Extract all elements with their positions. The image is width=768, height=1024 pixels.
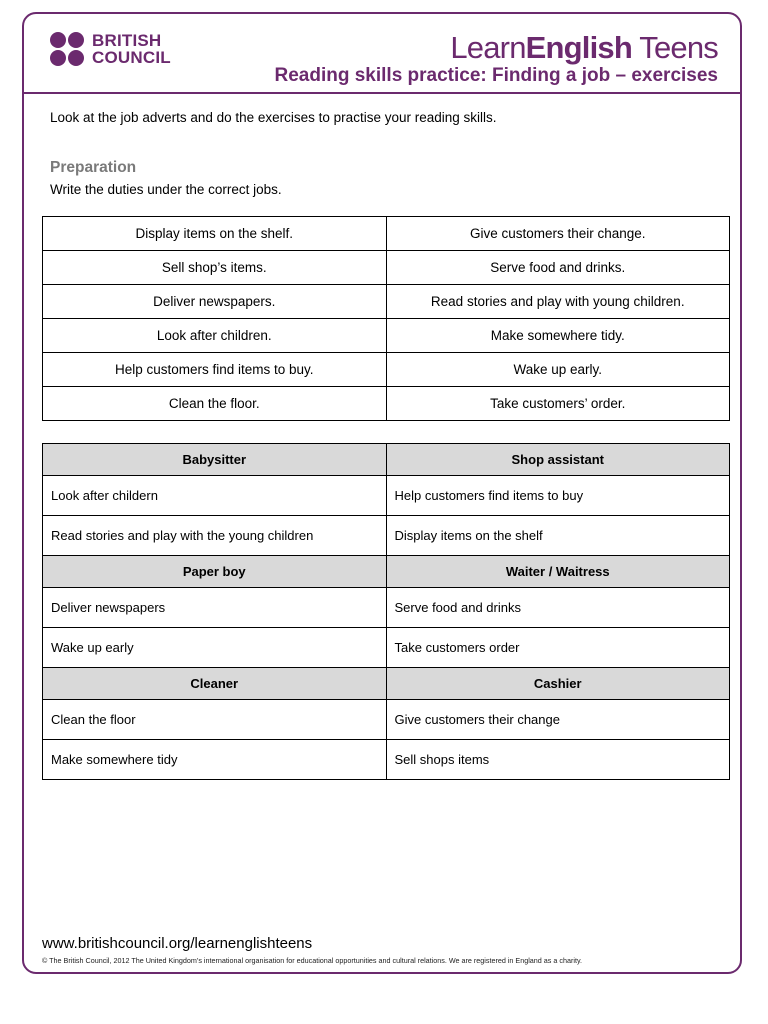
footer-copyright: © The British Council, 2012 The United Kingdom’s international organisation for educational opportunities and cultural relations. We are registered in England as a charity.: [42, 956, 583, 965]
duty-cell: Give customers their change.: [386, 217, 730, 251]
duty-cell: Deliver newspapers.: [43, 285, 387, 319]
brand-english: English: [525, 30, 633, 65]
duty-cell: Take customers’ order.: [386, 387, 730, 421]
logo-dots-icon: [50, 32, 86, 68]
answer-cell: Give customers their change: [386, 700, 730, 740]
table-row: [43, 476, 730, 516]
duty-cell: Help customers find items to buy.: [43, 353, 387, 387]
duties-table: [42, 216, 730, 421]
brand-learn: Learn: [450, 30, 526, 65]
job-header-row: [43, 668, 730, 700]
duty-cell: Serve food and drinks.: [386, 251, 730, 285]
duty-cell: Wake up early.: [386, 353, 730, 387]
duty-cell: Read stories and play with young children.: [386, 285, 730, 319]
duty-cell: Sell shop’s items.: [43, 251, 387, 285]
header-divider: [24, 92, 742, 94]
job-header-row: [43, 556, 730, 588]
table-row: [43, 387, 730, 421]
answer-cell: Read stories and play with the young children: [43, 516, 387, 556]
job-title-cell: Shop assistant: [386, 444, 730, 476]
job-title-cell: Babysitter: [43, 444, 387, 476]
logo-text-line2: COUNCIL: [92, 48, 171, 67]
job-header-row: [43, 444, 730, 476]
answer-cell: Help customers find items to buy: [386, 476, 730, 516]
duty-cell: Look after children.: [43, 319, 387, 353]
answer-cell: Clean the floor: [43, 700, 387, 740]
duty-cell: Display items on the shelf.: [43, 217, 387, 251]
answer-cell: Look after childern: [43, 476, 387, 516]
job-title-cell: Waiter / Waitress: [386, 556, 730, 588]
preparation-instruction: Write the duties under the correct jobs.: [50, 182, 282, 197]
table-row: [43, 588, 730, 628]
answer-cell: Wake up early: [43, 628, 387, 668]
duty-cell: Clean the floor.: [43, 387, 387, 421]
answer-cell: Make somewhere tidy: [43, 740, 387, 780]
table-row: [43, 700, 730, 740]
duty-cell: Make somewhere tidy.: [386, 319, 730, 353]
job-title-cell: Paper boy: [43, 556, 387, 588]
intro-text: Look at the job adverts and do the exercises to practise your reading skills.: [50, 110, 497, 125]
logo-text-line1: BRITISH: [92, 31, 162, 50]
answer-cell: Sell shops items: [386, 740, 730, 780]
brand-teens: Teens: [632, 30, 718, 65]
answer-cell: Display items on the shelf: [386, 516, 730, 556]
answer-cell: Serve food and drinks: [386, 588, 730, 628]
page-title: Reading skills practice: Finding a job – exercises: [274, 65, 718, 86]
preparation-heading: Preparation: [50, 159, 137, 176]
table-row: [43, 319, 730, 353]
answer-cell: Deliver newspapers: [43, 588, 387, 628]
answer-cell: Take customers order: [386, 628, 730, 668]
jobs-answer-table: [42, 443, 730, 780]
learnenglish-teens-brand: [450, 30, 718, 66]
table-row: [43, 628, 730, 668]
table-row: [43, 285, 730, 319]
table-row: [43, 251, 730, 285]
table-row: [43, 353, 730, 387]
footer-url[interactable]: www.britishcouncil.org/learnenglishteens: [42, 935, 313, 952]
table-row: [43, 740, 730, 780]
job-title-cell: Cleaner: [43, 668, 387, 700]
table-row: [43, 217, 730, 251]
table-row: [43, 516, 730, 556]
job-title-cell: Cashier: [386, 668, 730, 700]
